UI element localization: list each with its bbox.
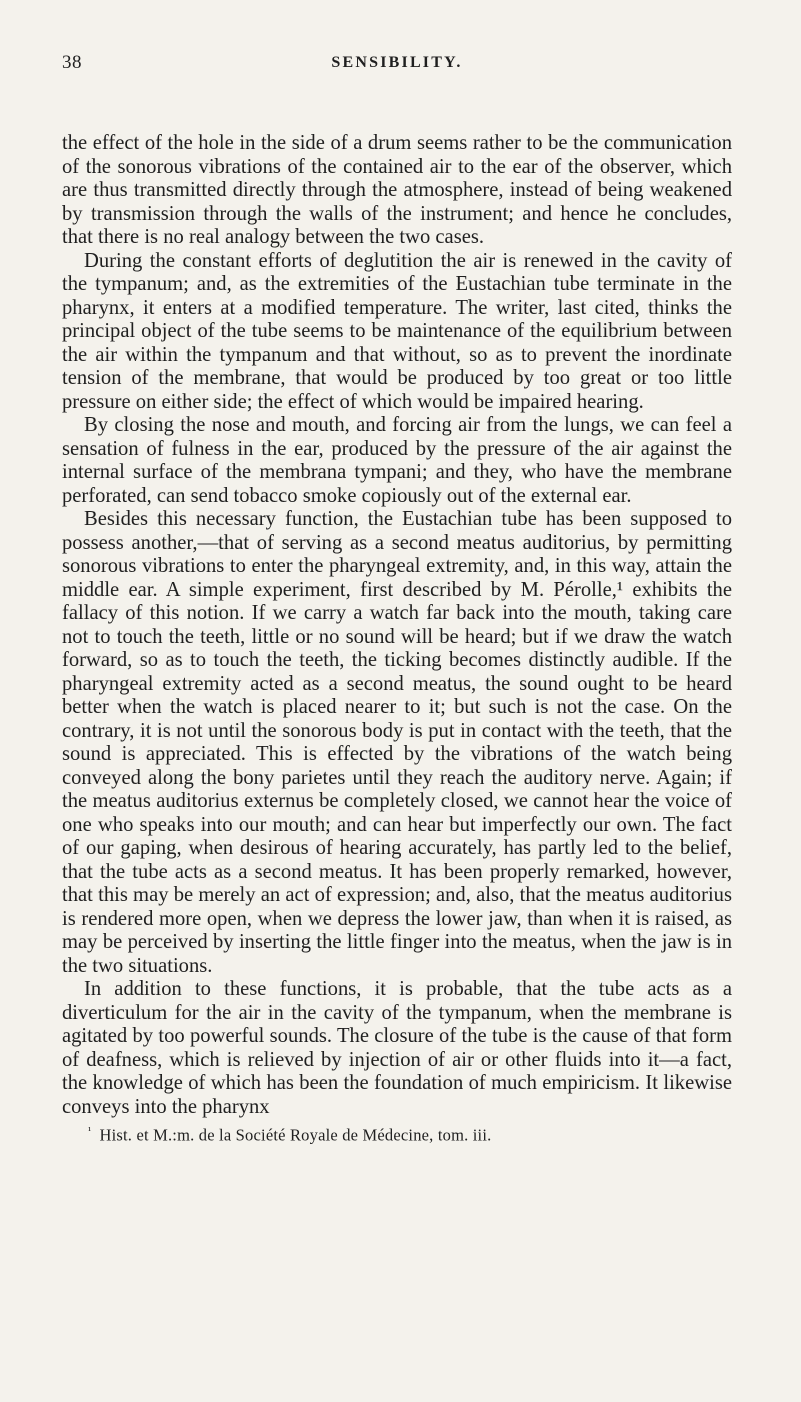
footnote	[62, 1121, 732, 1146]
paragraph-continuation: the effect of the hole in the side of a drum seems rather to be the communication of the sonorous vibrations of the contained air to the ear of the observer, which are thus transmitted directly through the atmosphere, instead of being weakened by transmission through the walls of the instrument; and hence he concludes, that there is no real analogy between the two cases.	[62, 132, 732, 248]
paragraph-deglutition: During the constant efforts of deglutition the air is renewed in the cavity of the tympanum; and, as the extremities of the Eustachian tube terminate in the pharynx, it enters at a modified temperature. The writer, last cited, thinks the principal object of the tube seems to be maintenance of the equilibrium between the air within the tympanum and that without, so as to prevent the inordinate tension of the membrane, that would be produced by too great or too little pressure on either side; the effect of which would be impaired hearing.	[62, 249, 732, 413]
book-page	[62, 52, 732, 1146]
paragraph-closing-nose: By closing the nose and mouth, and forcing air from the lungs, we can feel a sensation of fulness in the ear, produced by the pressure of the air against the internal surface of the membrana tympani; and they, who have the membrane perforated, can send tobacco smoke copiously out of the external ear.	[62, 414, 732, 507]
running-title: SENSIBILITY.	[331, 54, 463, 71]
footnote-mark: ¹	[88, 1125, 92, 1137]
paragraph-second-meatus: Besides this necessary function, the Eustachian tube has been supposed to possess another,—that of serving as a second meatus auditorius, by permitting sonorous vibrations to enter the pharyngeal extremity, and, in this way, attain the middle ear. A simple experiment, first described by M. Pérolle,¹ exhibits the fallacy of this notion. If we carry a watch far back into the mouth, taking care not to touch the teeth, little or no sound will be heard; but if we draw the watch forward, so as to touch the teeth, the ticking becomes distinctly audible. If the pharyngeal extremity acted as a second meatus, the sound ought to be heard better when the watch is placed nearer to it; but such is not the case. On the contrary, it is not until the sonorous body is put in contact with the teeth, that the sound is appreciated. This is effected by the vibrations of the watch being conveyed along the bony parietes until they reach the auditory nerve. Again; if the meatus auditorius externus be completely closed, we cannot hear the voice of one who speaks into our mouth; and can hear but imperfectly our own. The fact of our gaping, when desirous of hearing accurately, has partly led to the belief, that the tube acts as a second meatus. It has been properly remarked, however, that this may be merely an act of expression; and, also, that the meatus auditorius is rendered more open, when we depress the lower jaw, than when it is raised, as may be perceived by inserting the little finger into the meatus, when the jaw is in the two situations.	[62, 508, 732, 977]
paragraph-diverticulum: In addition to these functions, it is probable, that the tube acts as a diverticulum for the air in the cavity of the tympanum, when the membrane is agitated by too powerful sounds. The closure of the tube is the cause of that form of deafness, which is relieved by injection of air or other fluids into it—a fact, the knowledge of which has been the foundation of much empiricism. It likewise conveys into the pharynx	[62, 978, 732, 1118]
body-text	[62, 132, 732, 1119]
footnote-text: Hist. et M.:m. de la Société Royale de Médecine, tom. iii.	[99, 1125, 492, 1145]
page-number: 38	[62, 52, 82, 73]
running-head	[62, 52, 732, 80]
